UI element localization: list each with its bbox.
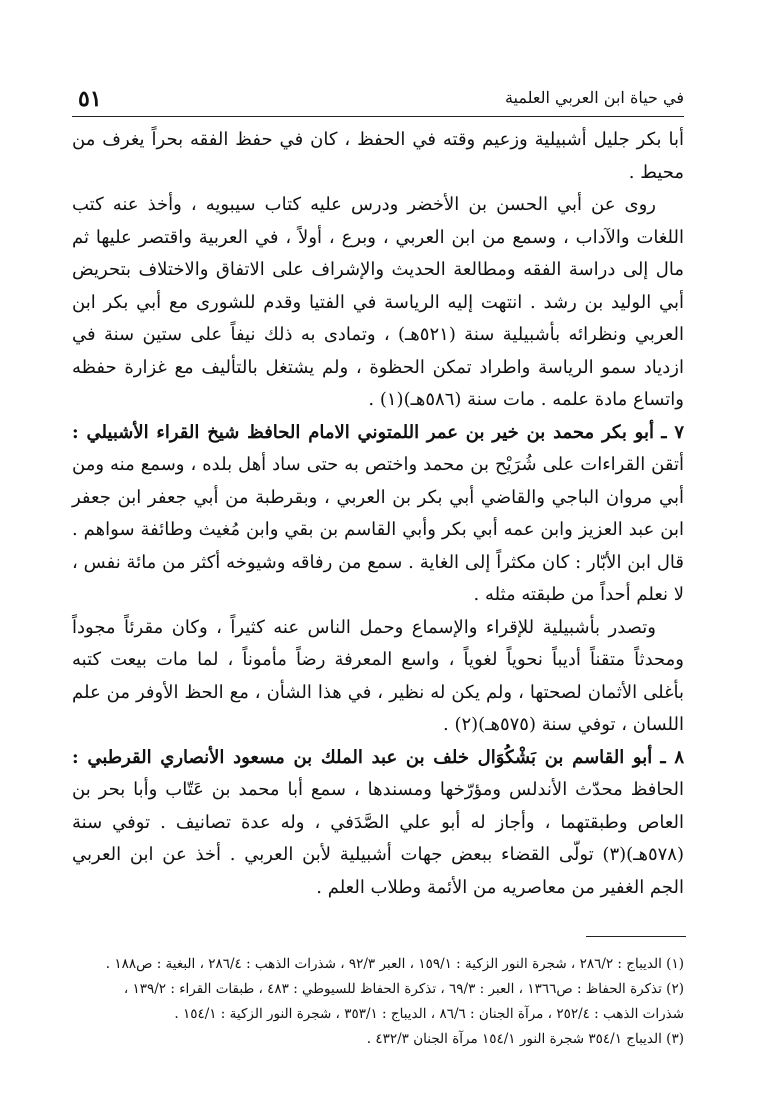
footnote-2-continued: شذرات الذهب : ٢٥٢/٤ ، مرآة الجنان : ٨٦/٦ ، الديباج : ٣٥٣/١ ، شجرة النور الزكية : ١٥٤/١ . — [174, 1006, 684, 1022]
footnote-2: (٢) تذكرة الحفاظ : ص١٣٦٦ ، العبر : ٦٩/٣ ، تذكرة الحفاظ للسيوطي : ٤٨٣ ، طبقات القراء : ١٣٩/٢ ، — [123, 981, 684, 997]
footnotes — [72, 952, 684, 1052]
paragraph-4: وتصدر بأشبيلية للإقراء والإسماع وحمل الناس عنه كثيراً ، وكان مقرئاً مجوداً ومحدثاً متقناً أديباً نحوياً لغوياً ، واسع المعرفة رضاً مأموناً ، لما مات بيعت كتبه بأغلى الأثمان لصحتها ، ولم يكن له نظير ، في هذا الشأن ، مع الحظ الأوفر من علم اللسان ، توفي سنة (٥٧٥هـ)(٢) . — [72, 616, 684, 735]
running-title: في حياة ابن العربي العلمية — [504, 88, 684, 107]
entry-text-8: الحافظ محدّث الأندلس ومؤرّخها ومسندها ، سمع أبا محمد بن عَتّاب وأبا بحر بن العاص وطبقتهما ، وأجاز له أبو علي الصَّدَفي ، وله عدة تصانيف . توفي سنة (٥٧٨هـ)(٣) تولّى القضاء ببعض جهات أشبيلية لأبن العربي . أخذ عن ابن العربي الجم الغفير من معاصريه من الأئمة وطلاب العلم . — [72, 779, 684, 898]
biography-entry-8 — [72, 742, 684, 905]
entry-text-7: أتقن القراءات على شُرَيْح بن محمد واختص به حتى ساد أهل بلده ، وسمع منه ومن أبي مروان الباجي والقاضي أبي بكر بن العربي ، وبقرطبة من أبي جعفر ابن جعفر ابن عبد العزيز وابن عمه أبي بكر وأبي القاسم بن بقي وابن مُغيث وطائفة سواهم . قال ابن الأبّار : كان مكثراً إلى الغاية . سمع من رفاقه وشيوخه أكثر من مائة نفس ، لا نعلم أحداً من طبقته مثله . — [72, 454, 684, 605]
main-text — [72, 124, 684, 904]
header-rule — [72, 116, 684, 117]
footnote-separator — [586, 936, 686, 937]
entry-name-8: أبو القاسم بن بَشْكُوَال خلف بن عبد الملك بن مسعود الأنصاري القرطبي : — [72, 746, 653, 768]
page-header — [72, 84, 684, 114]
paragraph-2: روى عن أبي الحسن بن الأخضر ودرس عليه كتاب سيبويه ، وأخذ عنه كتب اللغات والآداب ، وسمع من ابن العربي ، وبرع ، أولاً ، في العربية واقتصر عليها ثم مال إلى دراسة الفقه ومطالعة الحديث والإشراف على الاتفاق والاختلاف بتحريض أبي الوليد بن رشد . انتهت إليه الرياسة في الفتيا وقدم للشورى مع أبي بكر ابن العربي ونظرائه بأشبيلية سنة (٥٢١هـ) ، وتمادى به ذلك نيفاً على ستين سنة في ازدياد سمو الرياسة واطراد تمكن الحظوة ، ولم يشتغل بالتأليف مع غزارة حفظه واتساع مادة علمه . مات سنة (٥٨٦هـ)(١) . — [72, 194, 684, 410]
paragraph-1: أبا بكر جليل أشبيلية وزعيم وقته في الحفظ ، كان في حفظ الفقه بحراً يغرف من محيط . — [72, 129, 684, 183]
entry-number-7: ٧ ـ — [661, 421, 684, 443]
biography-entry-7 — [72, 417, 684, 612]
footnote-3: (٣) الديباج ٣٥٤/١ شجرة النور ١٥٤/١ مرآة الجنان ٤٣٢/٣ . — [366, 1031, 684, 1047]
footnote-1: (١) الديباج : ٢٨٦/٢ ، شجرة النور الزكية : ١٥٩/١ ، العبر ٩٢/٣ ، شذرات الذهب : ٢٨٦/٤ ، البغية : ص١٨٨ . — [105, 956, 684, 972]
entry-number-8: ٨ ـ — [660, 746, 684, 768]
page-number: ٥١ — [78, 86, 102, 112]
entry-name-7: أبو بكر محمد بن خير بن عمر اللمتوني الامام الحافظ شيخ القراء الأشبيلي : — [72, 421, 654, 443]
